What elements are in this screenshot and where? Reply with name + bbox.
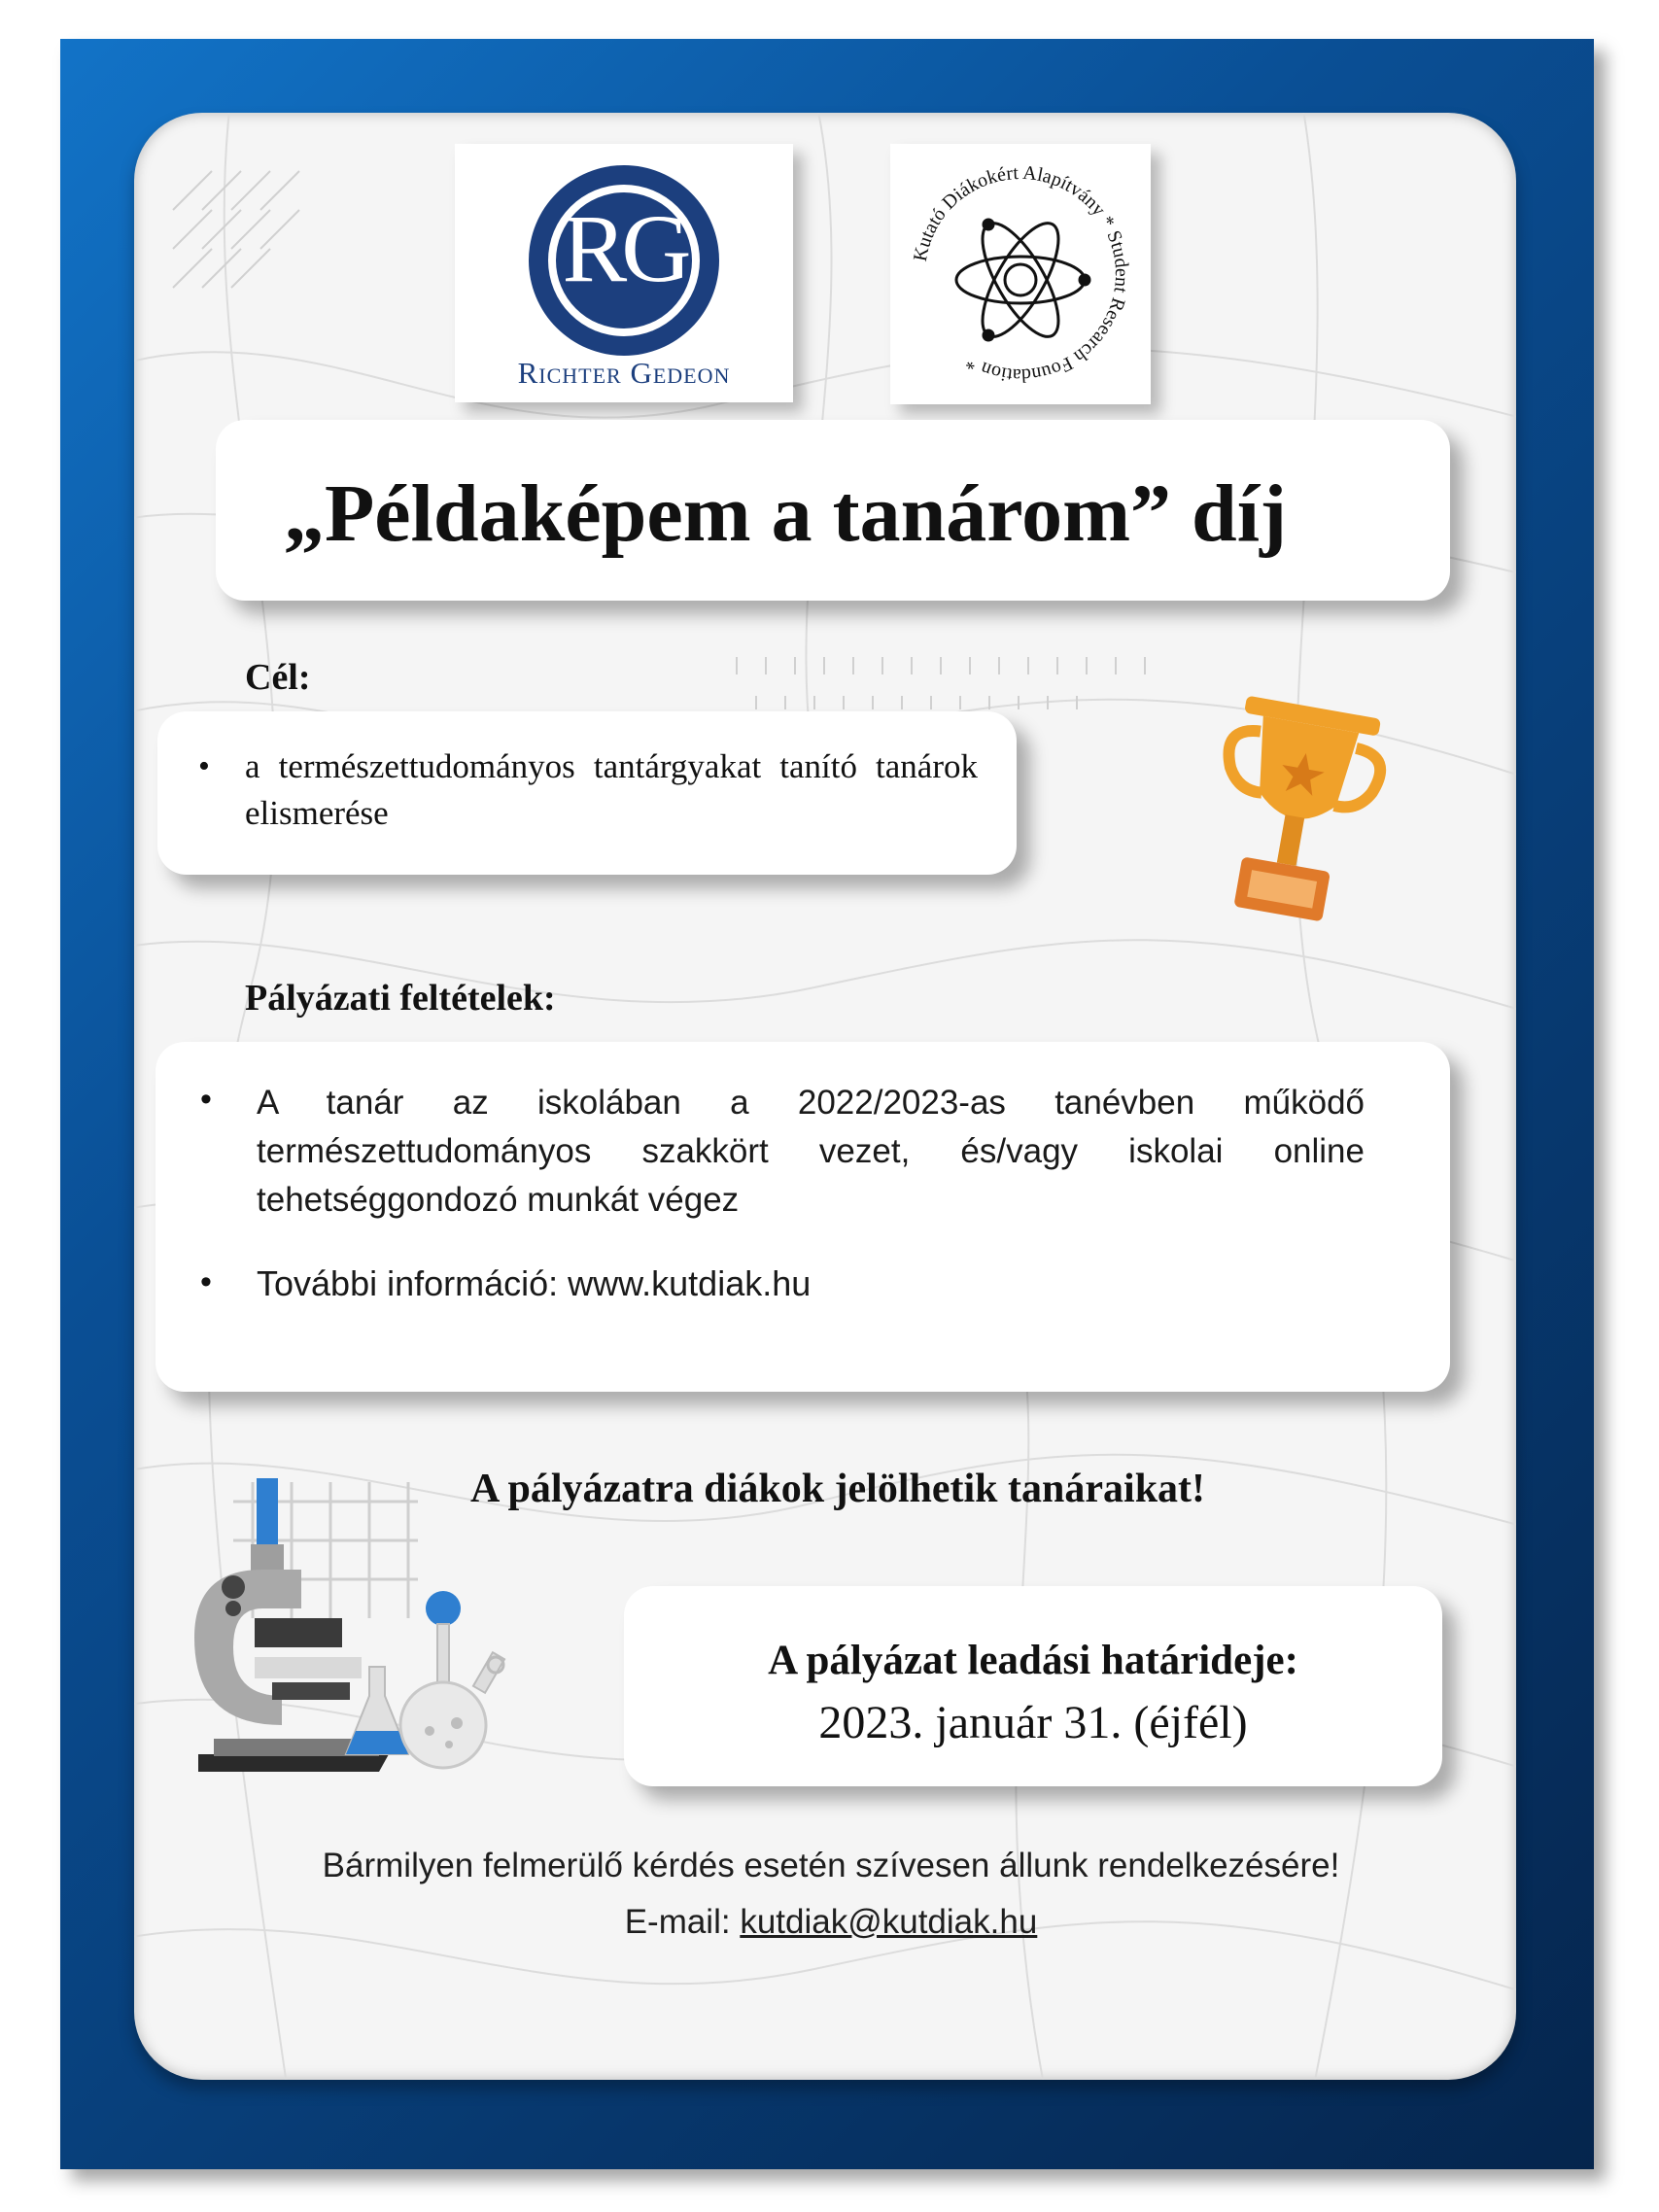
microscope-flasks-icon bbox=[175, 1463, 564, 1793]
condition-item-1: A tanár az iskolában a 2022/2023-as tanévben működő természettudományos szakkört vezet, és/vagy iskolai online tehetséggondozó munkát végez bbox=[257, 1084, 1365, 1219]
atom-icon bbox=[956, 213, 1089, 347]
foundation-ring-text: Kutató Diákokért Alapítvány * Student Research Foundation * bbox=[909, 161, 1133, 387]
trophy-icon bbox=[1197, 692, 1392, 945]
conditions-heading: Pályázati feltételek: bbox=[245, 978, 556, 1019]
richter-monogram: RG bbox=[562, 194, 686, 302]
deadline-card bbox=[624, 1586, 1442, 1786]
student-research-foundation-logo bbox=[890, 144, 1151, 404]
email-label: E-mail: bbox=[624, 1903, 741, 1941]
richter-gedeon-logo bbox=[455, 144, 793, 402]
deadline-label: A pályázat leadási határideje: bbox=[768, 1638, 1298, 1683]
email-line bbox=[194, 1903, 1468, 1942]
goal-heading: Cél: bbox=[245, 657, 311, 698]
conditions-bullet-2: • bbox=[200, 1263, 212, 1300]
goal-text: a természettudományos tantárgyakat tanító tanárok elismerése bbox=[245, 747, 978, 832]
email-link[interactable]: kutdiak@kutdiak.hu bbox=[740, 1903, 1038, 1941]
condition-item-2: További információ: www.kutdiak.hu bbox=[257, 1263, 812, 1303]
richter-name: Richter Gedeon bbox=[517, 356, 731, 390]
deadline-date: 2023. január 31. (éjfél) bbox=[818, 1697, 1248, 1748]
contact-line: Bármilyen felmerülő kérdés esetén szívesen állunk rendelkezésére! bbox=[322, 1847, 1340, 1884]
goal-bullet: • bbox=[198, 748, 210, 784]
page-title: „Példaképem a tanárom” díj bbox=[284, 468, 1288, 559]
conditions-bullet-1: • bbox=[200, 1081, 212, 1118]
nomination-note: A pályázatra diákok jelölhetik tanáraikat! bbox=[470, 1467, 1206, 1511]
